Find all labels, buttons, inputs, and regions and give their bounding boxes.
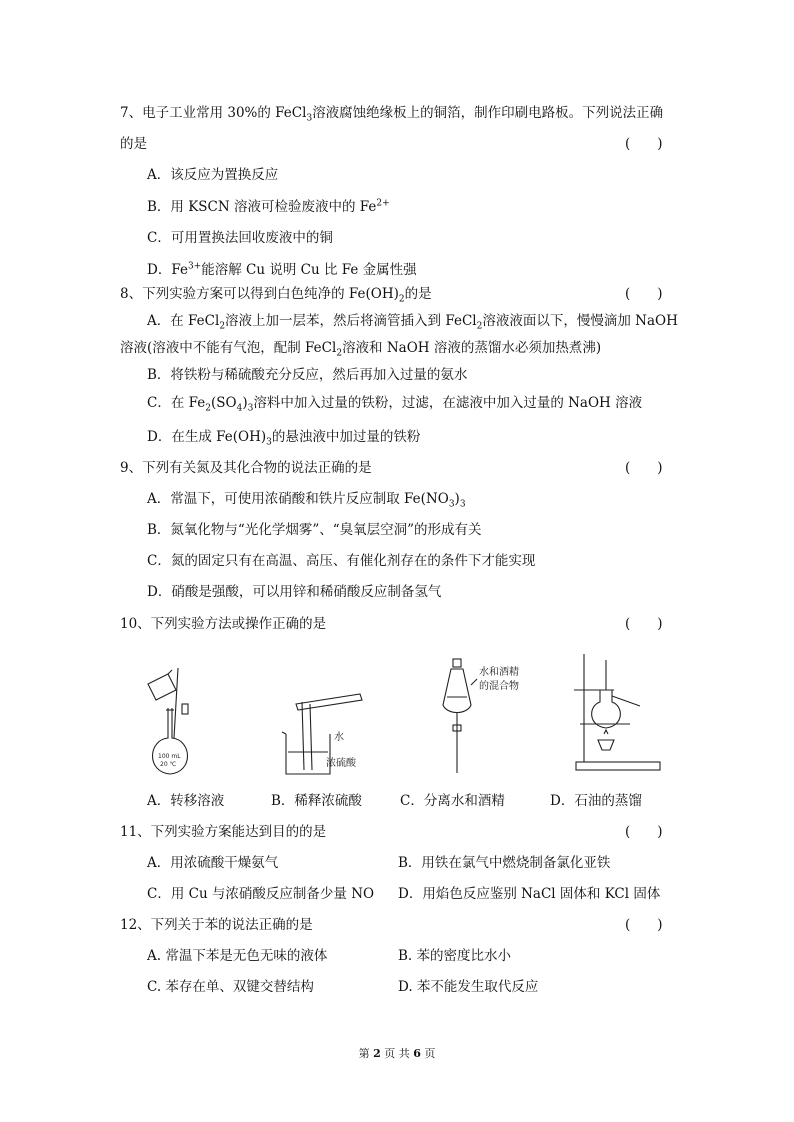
footer-text-2: 页 共 (384, 1047, 410, 1060)
q12-option-c: C. 苯存在单、双键交替结构 (147, 979, 314, 995)
water-label: 水 (334, 732, 344, 743)
glass-rod (302, 702, 304, 770)
superscript: 2+ (376, 198, 390, 209)
q8-option-a-line1 (147, 312, 678, 330)
option-text-3: ) (242, 395, 248, 411)
q12-option-d: D. 苯不能发生取代反应 (398, 979, 539, 995)
q8-stem (120, 285, 432, 303)
volumetric-flask-figure (138, 668, 208, 780)
q7-option-d (147, 261, 417, 279)
option-text: 溶液(溶液中不能有气泡，配制 FeCl (120, 340, 337, 356)
q8-option-d (147, 428, 420, 446)
superscript: 3+ (187, 261, 202, 272)
stand-base (576, 762, 660, 770)
option-text-3: 溶液液面以下，慢慢滴加 NaOH (482, 313, 678, 329)
q9-option-c: C．氮的固定只有在高温、高压、有催化剂存在的条件下才能实现 (147, 553, 536, 569)
subscript: 2 (219, 321, 226, 332)
q11-option-d: D．用焰色反应鉴别 NaCl 固体和 KCl 固体 (398, 886, 661, 902)
q10-answer-paren: ( ) (625, 616, 663, 632)
distilling-flask (592, 690, 621, 728)
q8-option-b: B．将铁粉与稀硫酸充分反应，然后再加入过量的氨水 (147, 367, 468, 383)
acid-label: 浓硫酸 (326, 758, 356, 769)
subscript: 3 (306, 113, 313, 124)
q12-option-b: B. 苯的密度比水小 (398, 948, 512, 964)
option-text-2: 能溶解 Cu 说明 Cu 比 Fe 金属性强 (201, 262, 417, 278)
page-number: 2 (373, 1047, 381, 1060)
q7-option-a: A．该反应为置换反应 (147, 167, 279, 183)
subscript: 2 (336, 348, 343, 359)
separatory-funnel-figure (437, 655, 537, 777)
subscript: 3 (247, 403, 254, 414)
option-text: C．在 Fe (147, 395, 206, 411)
page-footer (0, 1047, 794, 1061)
mixture-label-2: 的混合物 (479, 681, 519, 692)
q7-stem-line2: 的是 (120, 136, 147, 152)
q12-answer-paren: ( ) (625, 917, 663, 933)
funnel-body (443, 669, 471, 713)
option-text: A．在 FeCl (147, 313, 220, 329)
option-text-2: 溶液上加一层苯，然后将滴管插入到 FeCl (225, 313, 477, 329)
burner (598, 740, 614, 750)
q7-stem-line1 (120, 104, 663, 122)
glass-rod (174, 668, 178, 738)
q11-option-a: A．用浓硫酸干燥氨气 (147, 855, 279, 871)
option-text: D．在生成 Fe(OH) (147, 429, 267, 445)
subscript: 4 (236, 403, 243, 414)
q11-answer-paren: ( ) (625, 824, 663, 840)
q7-answer-paren: ( ) (625, 136, 663, 152)
graduated-cylinder (296, 694, 362, 710)
q11-stem: 11、下列实验方案能达到目的的是 (120, 824, 327, 840)
option-text-2: (SO (210, 395, 237, 411)
q12-option-a: A. 常温下苯是无色无味的液体 (147, 948, 328, 964)
distillation-figure (570, 650, 670, 772)
q9-option-d: D．硝酸是强酸，可以用锌和稀硝酸反应制备氢气 (147, 584, 442, 600)
beaker-tilted (148, 674, 176, 700)
option-text-2: 的悬浊液中加过量的铁粉 (271, 429, 421, 445)
q9-option-b: B．氮氧化物与“光化学烟雾”、“臭氧层空洞”的形成有关 (147, 522, 482, 538)
q7-stem-text-2: 溶液腐蚀绝缘板上的铜箔，制作印刷电路板。下列说法正确 (312, 105, 664, 121)
q12-stem: 12、下列关于苯的说法正确的是 (120, 917, 313, 933)
beaker (286, 734, 330, 774)
option-text: B．用 KSCN 溶液可检验废液中的 Fe (147, 199, 377, 215)
q10-option-d: D．石油的蒸馏 (550, 793, 642, 809)
q7-option-b (147, 198, 390, 216)
stem-text-2: 的是 (404, 286, 432, 302)
q10-option-c: C．分离水和酒精 (400, 793, 505, 809)
option-text-2: ) (454, 491, 460, 507)
q8-option-c (147, 394, 642, 412)
dilute-acid-figure (280, 690, 370, 780)
q11-option-c: C．用 Cu 与浓硝酸反应制备少量 NO (147, 886, 375, 902)
option-text: D．Fe (147, 262, 188, 278)
q10-stem: 10、下列实验方法或操作正确的是 (120, 616, 327, 632)
footer-text-3: 页 (424, 1047, 436, 1060)
subscript: 3 (448, 499, 455, 510)
option-text: A．常温下，可使用浓硝酸和铁片反应制取 Fe(NO (147, 491, 449, 507)
q10-option-b: B．稀释浓硫酸 (271, 793, 362, 809)
subscript: 2 (398, 294, 405, 305)
q7-option-c: C．可用置换法回收废液中的铜 (147, 230, 333, 246)
q9-stem: 9、下列有关氮及其化合物的说法正确的是 (120, 460, 372, 476)
q9-option-a (147, 490, 466, 508)
q10-option-a: A．转移溶液 (147, 793, 225, 809)
flask-label-temp: 20 ℃ (160, 761, 177, 768)
option-text-2: 溶液和 NaOH 溶液的蒸馏水必须加热煮沸) (342, 340, 602, 356)
option-text-4: 溶料中加入过量的铁粉，过滤，在滤液中加入过量的 NaOH 溶液 (253, 395, 643, 411)
q7-stem-text: 7、电子工业常用 30%的 FeCl (120, 105, 307, 121)
subscript: 2 (476, 321, 483, 332)
footer-text: 第 (358, 1047, 370, 1060)
q9-answer-paren: ( ) (625, 460, 663, 476)
flask-label-volume: 100 mL (158, 753, 181, 760)
q8-option-a-line2 (120, 339, 601, 357)
subscript: 3 (266, 437, 272, 448)
mixture-label-1: 水和酒精 (479, 667, 519, 678)
subscript: 2 (205, 403, 211, 414)
q8-answer-paren: ( ) (625, 286, 663, 302)
q11-option-b: B．用铁在氯气中燃烧制备氯化亚铁 (398, 855, 611, 871)
stem-text: 8、下列实验方案可以得到白色纯净的 Fe(OH) (120, 286, 399, 302)
total-pages: 6 (413, 1047, 421, 1060)
subscript: 3 (459, 499, 466, 510)
